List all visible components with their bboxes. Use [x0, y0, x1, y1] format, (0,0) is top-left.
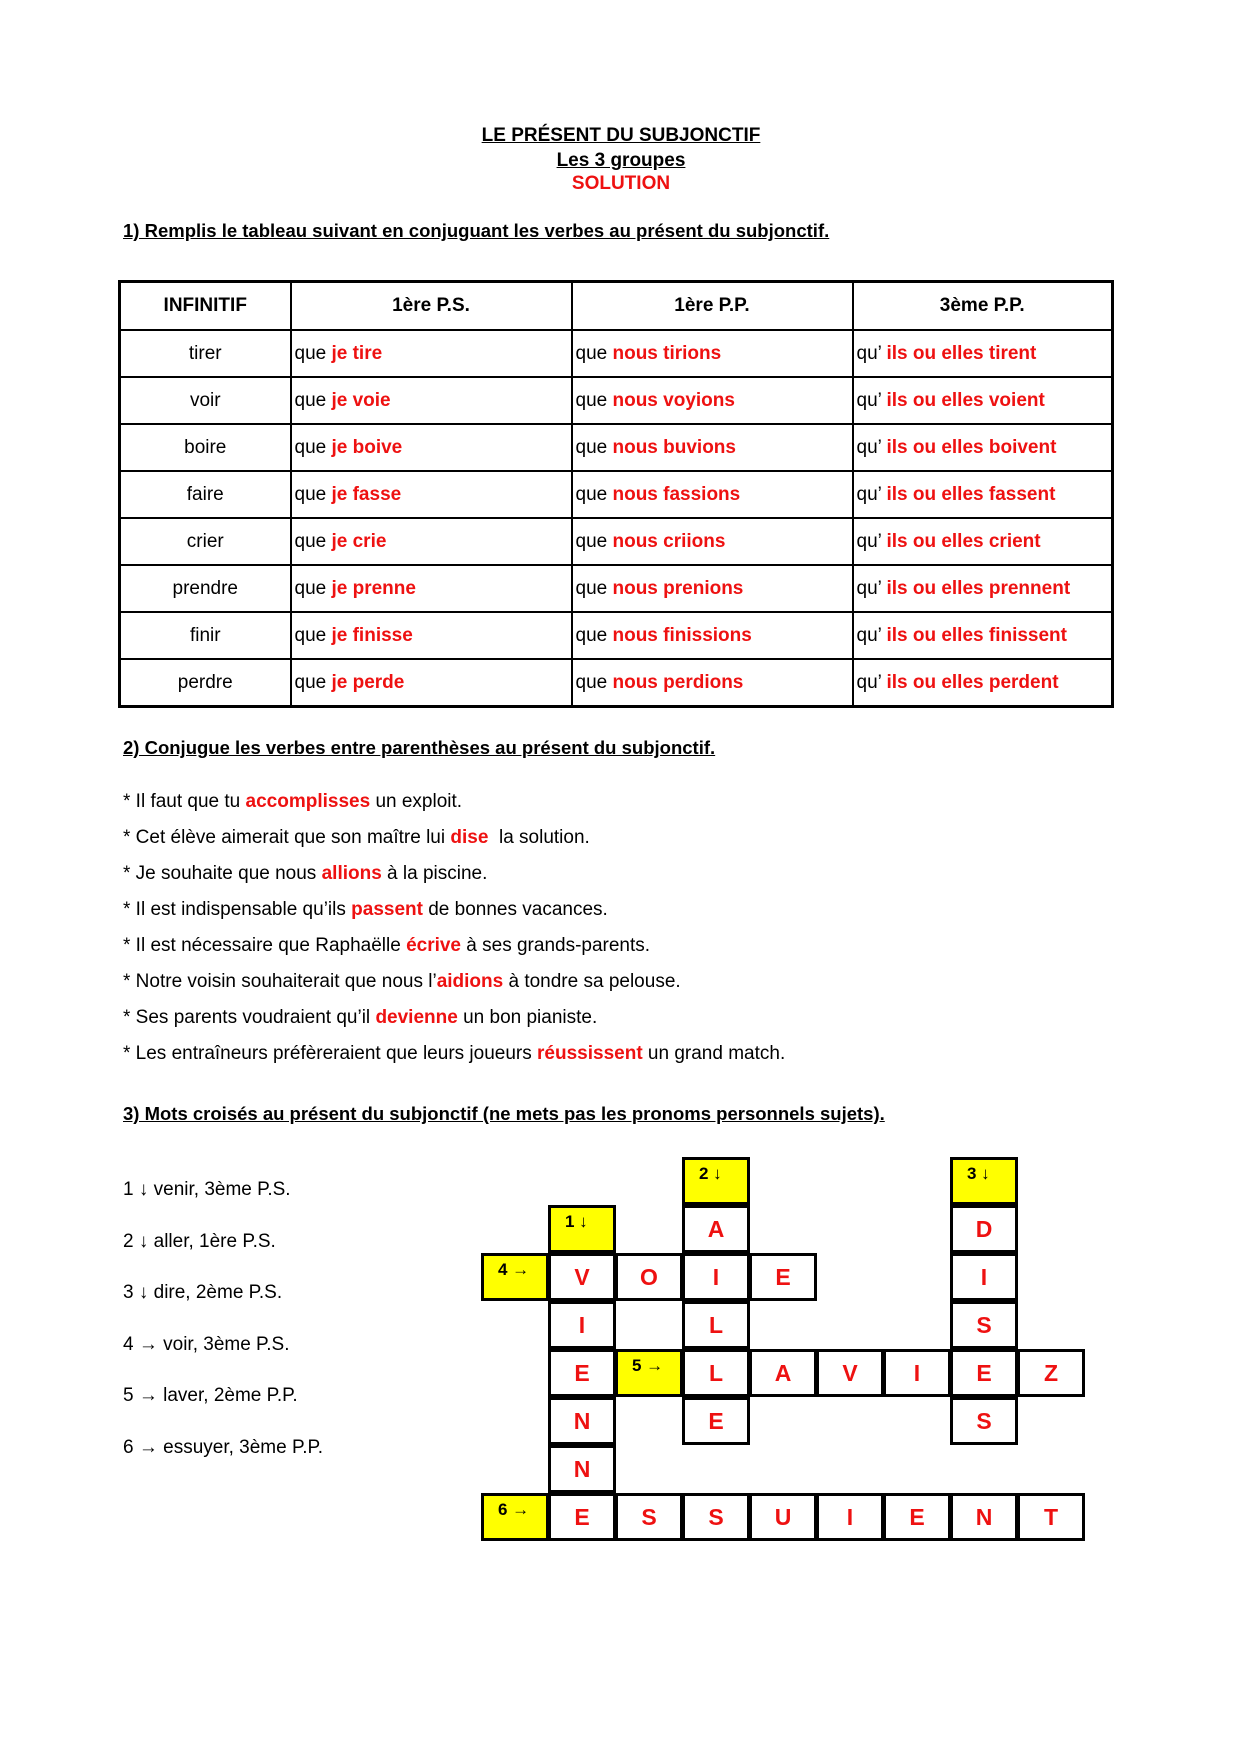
que-prefix: que	[294, 389, 327, 411]
ps1-answer: je crie	[331, 530, 387, 552]
que-prefix: que	[575, 389, 608, 411]
crossword-letter: I	[816, 1493, 884, 1541]
clue-number-5: 5 →	[615, 1349, 683, 1397]
pp1-answer: nous fassions	[612, 483, 741, 505]
sentence-after: la solution.	[488, 827, 590, 848]
clue-item: 2 ↓ aller, 1ère P.S.	[123, 1230, 276, 1252]
sentence-after: un exploit.	[370, 791, 463, 812]
pp1-cell	[572, 518, 853, 565]
table-row	[120, 377, 1113, 424]
infinitive-cell: tirer	[120, 330, 291, 377]
crossword-letter: E	[883, 1493, 951, 1541]
clue-item: 1 ↓ venir, 3ème P.S.	[123, 1179, 291, 1200]
pp1-cell	[572, 565, 853, 612]
page-subtitle: Les 3 groupes	[556, 150, 686, 171]
ps1-answer: je tire	[331, 342, 383, 364]
que-prefix: que	[294, 483, 327, 505]
sentence-before: * Il faut que tu	[123, 791, 246, 812]
ps1-answer: je finisse	[331, 624, 413, 646]
que-prefix: que	[294, 436, 327, 458]
crossword-letter: L	[682, 1349, 750, 1397]
pp3-answer: ils ou elles voient	[886, 389, 1045, 411]
qu-prefix: qu’	[856, 671, 882, 693]
page-title: LE PRÉSENT DU SUBJONCTIF	[481, 125, 761, 146]
ps1-cell	[291, 424, 572, 471]
sentence-item	[123, 1000, 785, 1036]
sentence-answer: devienne	[375, 1007, 458, 1028]
crossword-letter: N	[548, 1445, 616, 1493]
clue-number-6: 6 →	[481, 1493, 549, 1541]
clue-item: 6 → essuyer, 3ème P.P.	[123, 1436, 323, 1458]
clue-number-1: 1 ↓	[548, 1205, 616, 1253]
clue-number-3: 3 ↓	[950, 1157, 1018, 1205]
sentence-after: à ses grands-parents.	[461, 935, 651, 956]
infinitive-cell: prendre	[120, 565, 291, 612]
sentence-after: de bonnes vacances.	[422, 899, 608, 920]
pp1-answer: nous tirions	[612, 342, 722, 364]
pp1-cell	[572, 471, 853, 518]
pp1-cell	[572, 424, 853, 471]
table-row	[120, 330, 1113, 377]
pp3-answer: ils ou elles fassent	[886, 483, 1056, 505]
pp1-answer: nous criions	[612, 530, 726, 552]
pp3-cell	[853, 518, 1113, 565]
sentence-answer: écrive	[406, 935, 462, 956]
table-row	[120, 612, 1113, 659]
clue-list	[123, 1178, 323, 1487]
infinitive-cell: faire	[120, 471, 291, 518]
clue-item: 5 → laver, 2ème P.P.	[123, 1385, 298, 1406]
pp1-answer: nous prenions	[612, 577, 744, 599]
infinitive-cell: crier	[120, 518, 291, 565]
clue-item: 4 → voir, 3ème P.S.	[123, 1333, 290, 1355]
que-prefix: que	[575, 624, 608, 646]
que-prefix: que	[575, 671, 608, 693]
sentence-before: * Les entraîneurs préfèreraient que leurs joueurs	[123, 1043, 538, 1064]
crossword-letter: V	[548, 1253, 616, 1301]
crossword-letter: S	[950, 1397, 1018, 1445]
ps1-cell	[291, 377, 572, 424]
crossword-letter: E	[749, 1253, 817, 1301]
pp1-cell	[572, 659, 853, 707]
crossword-letter: S	[950, 1301, 1018, 1349]
crossword-letter: Z	[1017, 1349, 1085, 1397]
que-prefix: que	[294, 624, 327, 646]
ps1-answer: je voie	[331, 389, 391, 411]
que-prefix: que	[575, 436, 608, 458]
ps1-answer: je perde	[331, 671, 405, 693]
pp3-cell	[853, 377, 1113, 424]
sentence-after: à tondre sa pelouse.	[503, 971, 681, 992]
sentence-item	[123, 964, 785, 1000]
que-prefix: que	[294, 671, 327, 693]
sentence-before: * Ses parents voudraient qu’il	[123, 1007, 376, 1028]
crossword-letter: D	[950, 1205, 1018, 1253]
sentence-item	[123, 784, 785, 820]
que-prefix: que	[294, 530, 327, 552]
que-prefix: que	[575, 577, 608, 599]
crossword-letter: E	[548, 1493, 616, 1541]
pp3-answer: ils ou elles finissent	[886, 624, 1067, 646]
ps1-answer: je prenne	[331, 577, 416, 599]
sentence-answer: dise	[450, 827, 489, 848]
que-prefix: que	[294, 342, 327, 364]
sentence-item	[123, 856, 785, 892]
sentence-before: * Je souhaite que nous	[123, 863, 322, 884]
que-prefix: que	[575, 342, 608, 364]
crossword-letter: A	[682, 1205, 750, 1253]
sentence-item	[123, 820, 785, 856]
ps1-cell	[291, 659, 572, 707]
crossword-letter: O	[615, 1253, 683, 1301]
sentence-after: à la piscine.	[381, 863, 488, 884]
pp1-answer: nous buvions	[612, 436, 736, 458]
table-row	[120, 424, 1113, 471]
crossword-letter: I	[548, 1301, 616, 1349]
infinitive-cell: voir	[120, 377, 291, 424]
pp3-answer: ils ou elles perdent	[886, 671, 1059, 693]
sentence-answer: allions	[321, 863, 382, 884]
qu-prefix: qu’	[856, 530, 882, 552]
qu-prefix: qu’	[856, 483, 882, 505]
table-row	[120, 659, 1113, 707]
ps1-cell	[291, 330, 572, 377]
table-row	[120, 518, 1113, 565]
sentence-list	[123, 784, 785, 1072]
ps1-cell	[291, 565, 572, 612]
crossword-letter: I	[682, 1253, 750, 1301]
header-1pp: 1ère P.P.	[572, 282, 853, 331]
pp1-cell	[572, 330, 853, 377]
que-prefix: que	[575, 530, 608, 552]
conjugation-table	[118, 280, 1114, 708]
crossword-letter: V	[816, 1349, 884, 1397]
ps1-cell	[291, 471, 572, 518]
sentence-item	[123, 928, 785, 964]
crossword-letter: A	[749, 1349, 817, 1397]
infinitive-cell: finir	[120, 612, 291, 659]
sentence-before: * Il est nécessaire que Raphaëlle	[123, 935, 407, 956]
ps1-cell	[291, 518, 572, 565]
pp3-cell	[853, 424, 1113, 471]
sentence-before: * Cet élève aimerait que son maître lui	[123, 827, 451, 848]
crossword-letter: N	[950, 1493, 1018, 1541]
section2-title: 2) Conjugue les verbes entre parenthèses au présent du subjonctif.	[123, 737, 716, 758]
infinitive-cell: perdre	[120, 659, 291, 707]
sentence-answer: accomplisses	[245, 791, 371, 812]
crossword-letter: S	[615, 1493, 683, 1541]
clue-number-2: 2 ↓	[682, 1157, 750, 1205]
pp3-answer: ils ou elles crient	[886, 530, 1041, 552]
header-1ps: 1ère P.S.	[291, 282, 572, 331]
clue-number-4: 4 →	[481, 1253, 549, 1301]
qu-prefix: qu’	[856, 436, 882, 458]
sentence-answer: aidions	[436, 971, 504, 992]
crossword-letter: L	[682, 1301, 750, 1349]
pp1-answer: nous perdions	[612, 671, 744, 693]
pp3-cell	[853, 565, 1113, 612]
pp1-cell	[572, 612, 853, 659]
table-row	[120, 565, 1113, 612]
qu-prefix: qu’	[856, 342, 882, 364]
crossword-letter: I	[950, 1253, 1018, 1301]
crossword-letter: E	[950, 1349, 1018, 1397]
crossword-letter: T	[1017, 1493, 1085, 1541]
sentence-answer: passent	[351, 899, 423, 920]
pp3-cell	[853, 330, 1113, 377]
pp3-answer: ils ou elles prennent	[886, 577, 1071, 599]
table-row	[120, 471, 1113, 518]
crossword-letter: S	[682, 1493, 750, 1541]
crossword-letter: I	[883, 1349, 951, 1397]
ps1-answer: je boive	[331, 436, 403, 458]
crossword-letter: U	[749, 1493, 817, 1541]
pp1-cell	[572, 377, 853, 424]
sentence-before: * Il est indispensable qu’ils	[123, 899, 352, 920]
que-prefix: que	[575, 483, 608, 505]
solution-label: SOLUTION	[571, 173, 671, 194]
infinitive-cell: boire	[120, 424, 291, 471]
crossword-letter: E	[682, 1397, 750, 1445]
sentence-item	[123, 892, 785, 928]
qu-prefix: qu’	[856, 389, 882, 411]
pp3-cell	[853, 659, 1113, 707]
section1-title: 1) Remplis le tableau suivant en conjuguant les verbes au présent du subjonctif.	[123, 220, 830, 241]
qu-prefix: qu’	[856, 624, 882, 646]
crossword-letter: N	[548, 1397, 616, 1445]
sentence-after: un bon pianiste.	[457, 1007, 598, 1028]
sentence-after: un grand match.	[642, 1043, 786, 1064]
pp3-answer: ils ou elles boivent	[886, 436, 1057, 458]
pp3-cell	[853, 471, 1113, 518]
section3-title: 3) Mots croisés au présent du subjonctif (ne mets pas les pronoms personnels sujets).	[123, 1103, 885, 1124]
que-prefix: que	[294, 577, 327, 599]
qu-prefix: qu’	[856, 577, 882, 599]
header-infinitif: INFINITIF	[120, 282, 291, 331]
pp3-cell	[853, 612, 1113, 659]
sentence-answer: réussissent	[537, 1043, 643, 1064]
ps1-answer: je fasse	[331, 483, 402, 505]
pp1-answer: nous voyions	[612, 389, 735, 411]
clue-item: 3 ↓ dire, 2ème P.S.	[123, 1282, 283, 1303]
sentence-before: * Notre voisin souhaiterait que nous l’	[123, 971, 437, 992]
pp1-answer: nous finissions	[612, 624, 752, 646]
pp3-answer: ils ou elles tirent	[886, 342, 1037, 364]
crossword-letter: E	[548, 1349, 616, 1397]
header-3pp: 3ème P.P.	[853, 282, 1113, 331]
ps1-cell	[291, 612, 572, 659]
sentence-item	[123, 1036, 785, 1072]
table-header-row	[120, 282, 1113, 331]
